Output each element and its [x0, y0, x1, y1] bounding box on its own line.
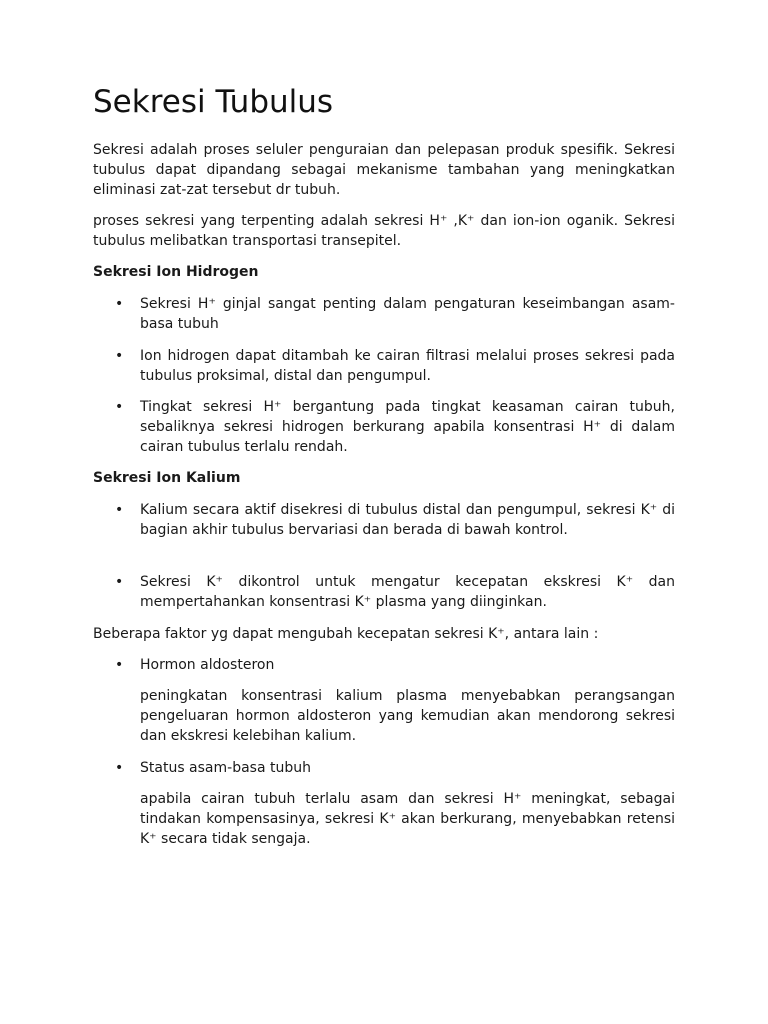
bullet-icon: • [115, 574, 124, 590]
bullet-icon: • [115, 348, 124, 364]
list-item-text: Ion hidrogen dapat ditambah ke cairan filtrasi melalui proses sekresi pada tubulus proksimal, distal dan pengumpul. [140, 348, 675, 384]
section-heading-hidrogen: Sekresi Ion Hidrogen [93, 264, 259, 280]
intro-paragraph-1: Sekresi adalah proses seluler penguraian dan pelepasan produk spesifik. Sekresi tubulus dapat dipandang sebagai mekanisme tambahan yang meningkatkan eliminasi zat-zat tersebut dr tubuh. [93, 142, 675, 198]
intro-paragraph-2: proses sekresi yang terpenting adalah sekresi H⁺ ,K⁺ dan ion-ion oganik. Sekresi tubulus melibatkan transportasi transepitel. [93, 213, 675, 249]
list-item-text: Kalium secara aktif disekresi di tubulus distal dan pengumpul, sekresi K⁺ di bagian akhir tubulus bervariasi dan berada di bawah kontrol. [140, 502, 675, 538]
factor-label: Status asam-basa tubuh [140, 760, 311, 776]
factors-intro: Beberapa faktor yg dapat mengubah kecepatan sekresi K⁺, antara lain : [93, 626, 599, 642]
list-item-text: Sekresi K⁺ dikontrol untuk mengatur kecepatan ekskresi K⁺ dan mempertahankan konsentrasi K⁺ plasma yang diinginkan. [140, 574, 675, 610]
bullet-icon: • [115, 760, 124, 776]
page-title: Sekresi Tubulus [93, 84, 334, 120]
section-heading-kalium: Sekresi Ion Kalium [93, 470, 241, 486]
factor-description: peningkatan konsentrasi kalium plasma menyebabkan perangsangan pengeluaran hormon aldosteron yang kemudian akan mendorong sekresi dan ekskresi kelebihan kalium. [140, 688, 675, 744]
list-item-text: Sekresi H⁺ ginjal sangat penting dalam pengaturan keseimbangan asam-basa tubuh [140, 296, 675, 332]
bullet-icon: • [115, 657, 124, 673]
bullet-icon: • [115, 399, 124, 415]
bullet-icon: • [115, 296, 124, 312]
bullet-icon: • [115, 502, 124, 518]
list-item-text: Tingkat sekresi H⁺ bergantung pada tingkat keasaman cairan tubuh, sebaliknya sekresi hidrogen berkurang apabila konsentrasi H⁺ di dalam cairan tubulus terlalu rendah. [140, 399, 675, 455]
factor-description: apabila cairan tubuh terlalu asam dan sekresi H⁺ meningkat, sebagai tindakan kompensasinya, sekresi K⁺ akan berkurang, menyebabkan retensi K⁺ secara tidak sengaja. [140, 791, 675, 847]
factor-label: Hormon aldosteron [140, 657, 275, 673]
